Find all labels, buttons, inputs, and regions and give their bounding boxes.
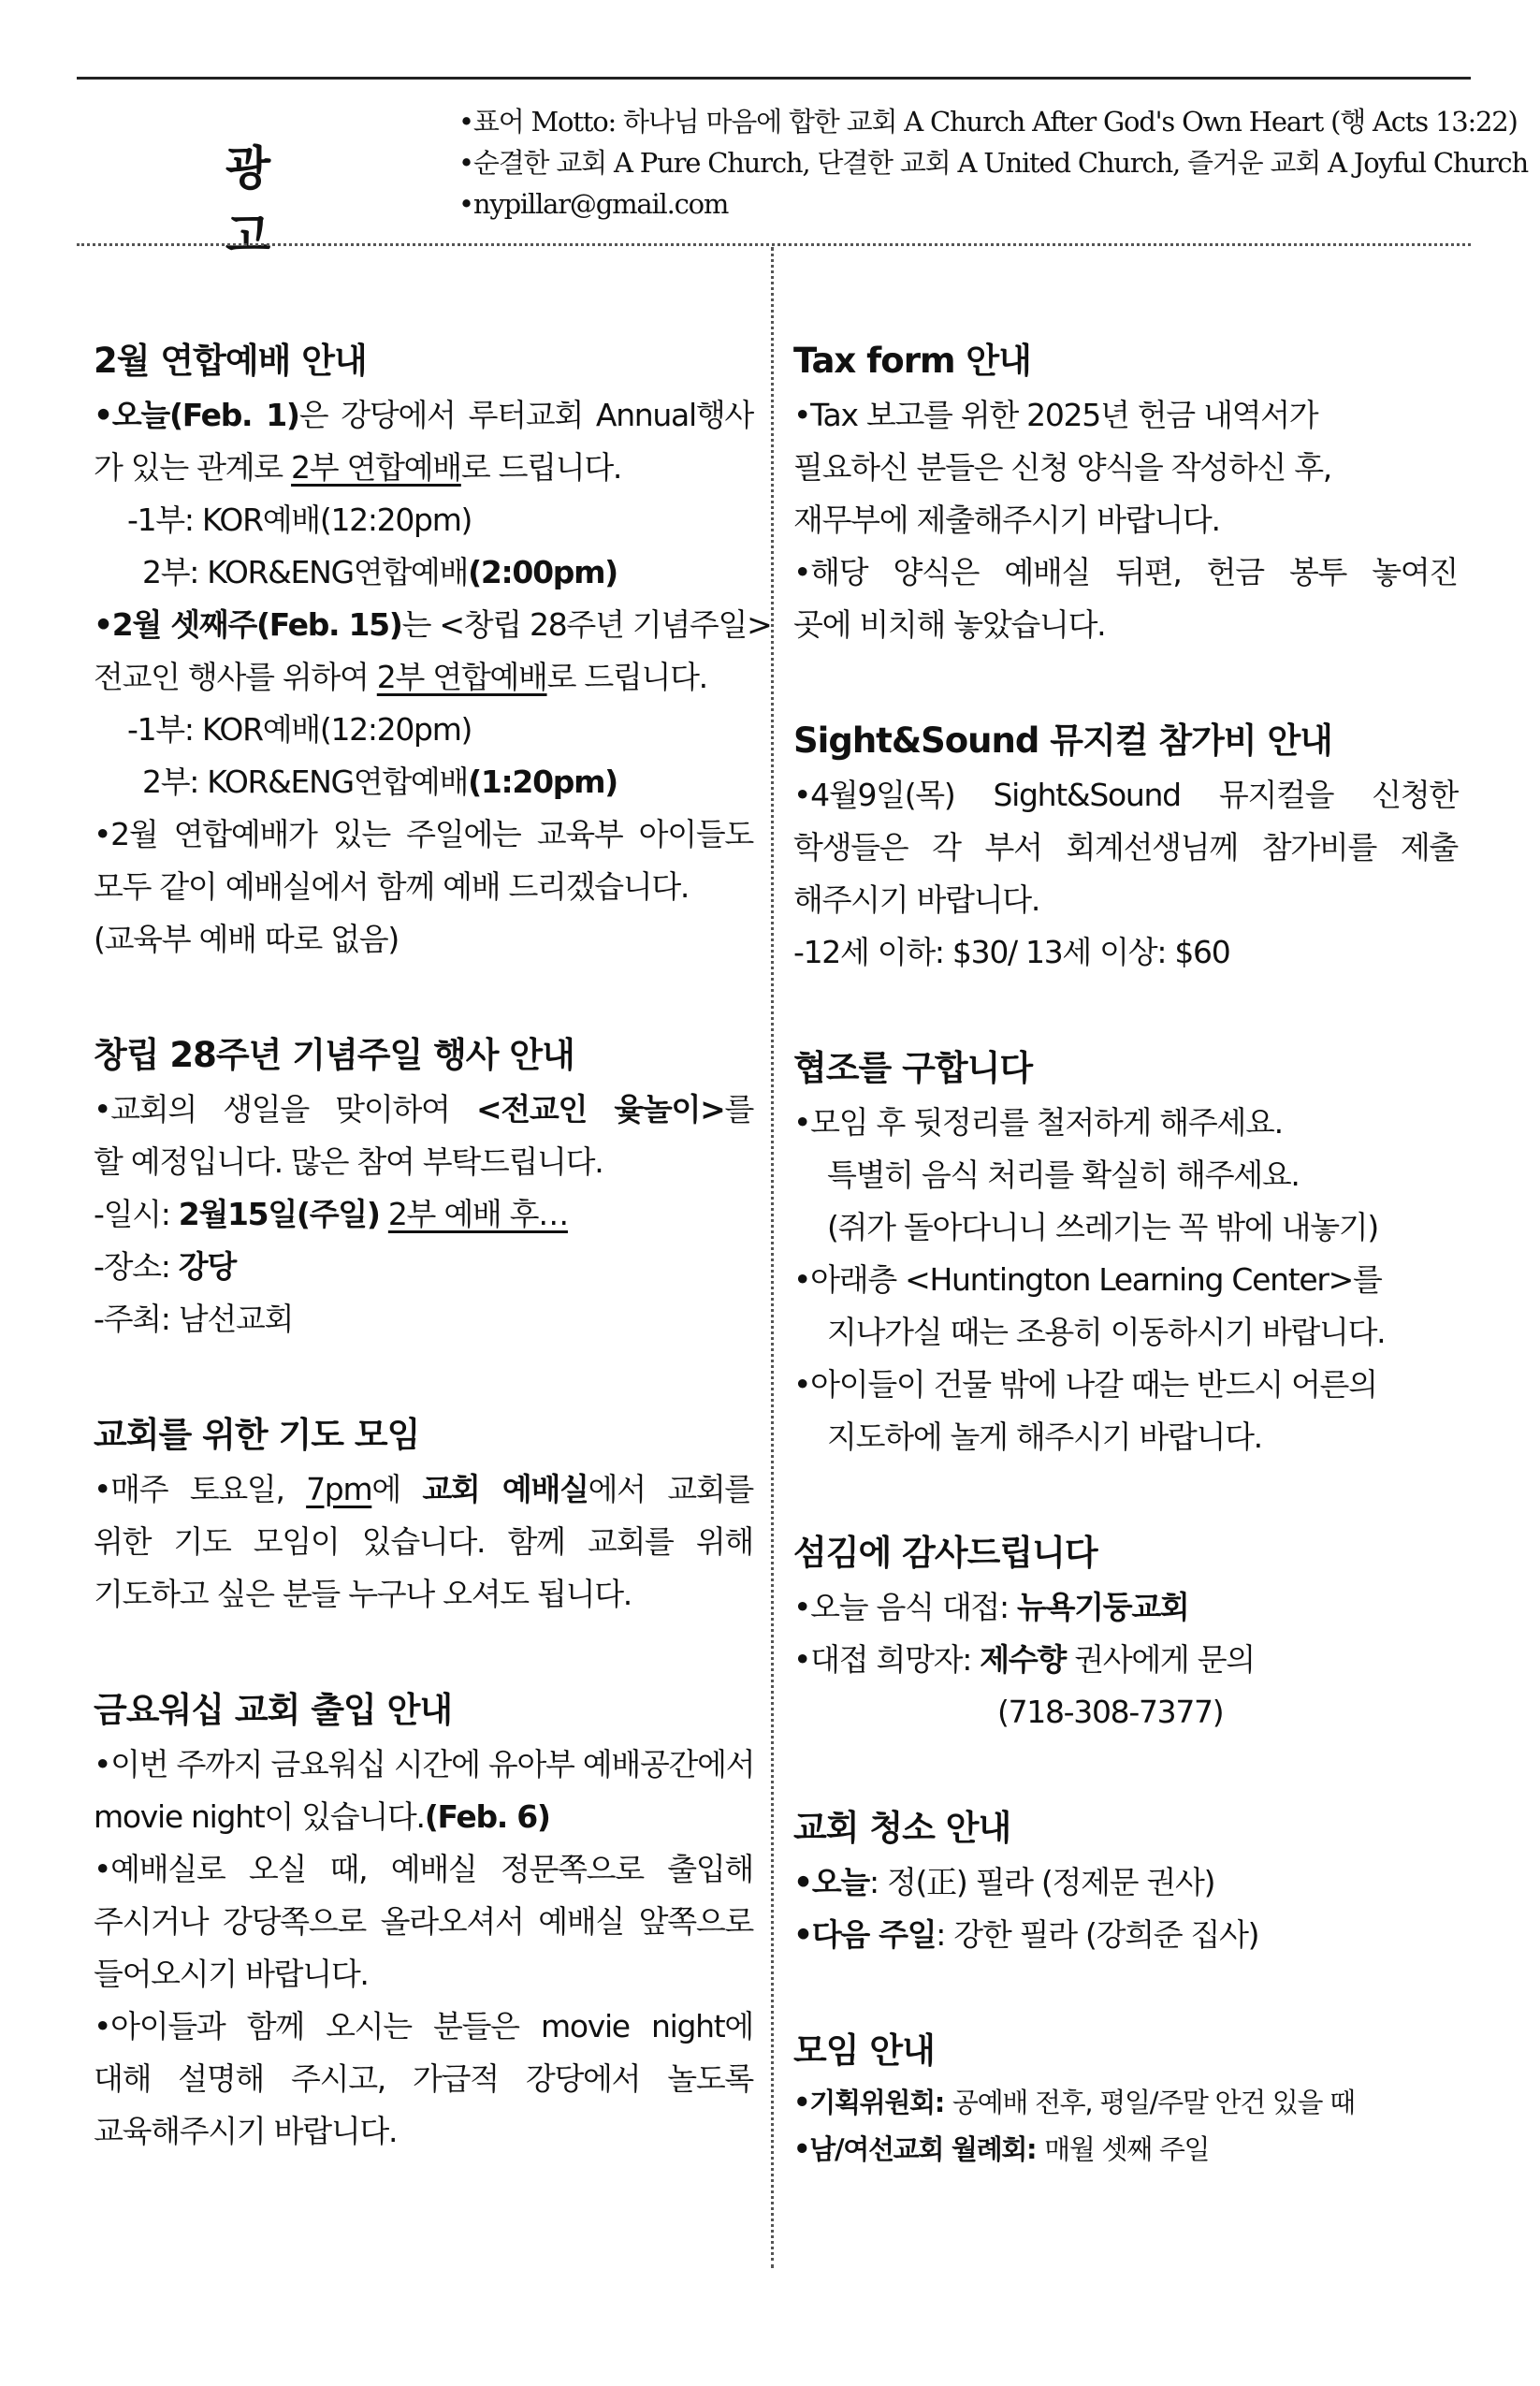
anniversary-event-section (94, 1031, 753, 1346)
section-title: 교회를 위한 기도 모임 (94, 1415, 420, 1455)
text-line: •아래층 <Huntington Learning Center>를 (793, 1261, 1382, 1298)
text-line: (교육부 예배 따로 없음) (94, 921, 399, 957)
header-notes (458, 101, 1528, 225)
text-line: 해주시기 바랍니다. (793, 881, 1040, 918)
friday-worship-section (94, 1686, 753, 2158)
cooperation-section (793, 1044, 1458, 1463)
top-rule (77, 77, 1471, 80)
text-line: 2부: KOR&ENG연합예배(1:20pm) (142, 764, 617, 800)
text-line: •아이들과 함께 오시는 분들은 movie night에 (94, 2008, 753, 2044)
section-title: 교회 청소 안내 (793, 1808, 1011, 1848)
joint-worship-section (94, 337, 772, 966)
text-line: (718-308-7377) (997, 1694, 1224, 1730)
text-line: •다음 주일: 강한 필라 (강희준 집사) (793, 1916, 1259, 1953)
text-line: •2월 셋째주(Feb. 15)는 <창립 28주년 기념주일> (94, 606, 772, 643)
text-line: •남/여선교회 월례회: 매월 셋째 주일 (793, 2133, 1210, 2165)
cleaning-section (793, 1804, 1458, 1961)
text-line: •2월 연합예배가 있는 주일에는 교육부 아이들도 (94, 816, 753, 852)
section-title: 창립 28주년 기념주일 행사 안내 (94, 1035, 574, 1075)
text-line: 전교인 행사를 위하여 2부 연합예배로 드립니다. (94, 659, 707, 695)
text-line: 가 있는 관계로 2부 연합예배로 드립니다. (94, 449, 622, 486)
musical-fee-section (793, 717, 1458, 979)
column-divider (771, 247, 774, 2268)
section-title: 금요워십 교회 출입 안내 (94, 1690, 453, 1730)
text-line: •이번 주까지 금요워십 시간에 유아부 예배공간에서 (94, 1746, 755, 1782)
text-line: 재무부에 제출해주시기 바랍니다. (793, 502, 1220, 538)
text-line: 모두 같이 예배실에서 함께 예배 드리겠습니다. (94, 868, 690, 905)
text-line: 지나가실 때는 조용히 이동하시기 바랍니다. (827, 1314, 1386, 1350)
meetings-section (793, 2027, 1458, 2173)
text-line: •Tax 보고를 위한 2025년 헌금 내역서가 (793, 397, 1318, 433)
section-title: 섬김에 감사드립니다 (793, 1533, 1097, 1573)
section-title: Sight&Sound 뮤지컬 참가비 안내 (793, 720, 1332, 761)
text-line: -12세 이하: $30/ 13세 이상: $60 (793, 934, 1230, 970)
text-line: •오늘(Feb. 1)은 강당에서 루터교회 Annual행사 (94, 397, 753, 433)
text-line: 학생들은 각 부서 회계선생님께 참가비를 제출 (793, 829, 1458, 866)
text-line: 필요하신 분들은 신청 양식을 작성하신 후, (793, 449, 1331, 486)
text-line: •4월9일(목) Sight&Sound 뮤지컬을 신청한 (793, 777, 1458, 813)
text-line: •예배실로 오실 때, 예배실 정문쪽으로 출입해 (94, 1851, 753, 1887)
text-line: •매주 토요일, 7pm에 교회 예배실에서 교회를 (94, 1471, 753, 1507)
text-line: 할 예정입니다. 많은 참여 부탁드립니다. (94, 1143, 603, 1180)
text-line: -주최: 남선교회 (94, 1301, 294, 1337)
text-line: movie night이 있습니다.(Feb. 6) (94, 1798, 550, 1835)
tax-form-section (793, 337, 1458, 651)
text-line: -1부: KOR예배(12:20pm) (127, 502, 472, 538)
page-title: 광 고 (225, 141, 299, 263)
text-line: 교육해주시기 바랍니다. (94, 2113, 398, 2149)
text-line: (쥐가 돌아다니니 쓰레기는 꼭 밖에 내놓기) (827, 1209, 1378, 1245)
text-line: •오늘: 정(正) 필라 (정제문 권사) (793, 1864, 1215, 1900)
left-column (94, 337, 772, 2223)
section-title: 2월 연합예배 안내 (94, 341, 367, 381)
header-divider (77, 243, 1471, 246)
text-line: -일시: 2월15일(주일) 2부 예배 후… (94, 1196, 568, 1232)
motto-note: •표어 Motto: 하나님 마음에 합한 교회 A Church After God's Own Heart (행 Acts 13:22) (458, 106, 1518, 138)
text-line: 2부: KOR&ENG연합예배(2:00pm) (142, 554, 617, 590)
text-line: 주시거나 강당쪽으로 올라오셔서 예배실 앞쪽으로 (94, 1903, 753, 1940)
text-line: 특별히 음식 처리를 확실히 해주세요. (827, 1157, 1300, 1193)
text-line: 대해 설명해 주시고, 가급적 강당에서 놀도록 (94, 2060, 753, 2097)
text-line: •아이들이 건물 밖에 나갈 때는 반드시 어른의 (793, 1366, 1377, 1403)
text-line: 곳에 비치해 놓았습니다. (793, 606, 1106, 643)
text-line: 들어오시기 바랍니다. (94, 1956, 369, 1992)
text-line: •대접 희망자: 제수향 권사에게 문의 (793, 1641, 1255, 1678)
section-title: Tax form 안내 (793, 341, 1031, 381)
service-thanks-section (793, 1529, 1458, 1739)
email-note: •nypillar@gmail.com (458, 188, 729, 220)
text-line: -1부: KOR예배(12:20pm) (127, 711, 472, 748)
text-line: 기도하고 싶은 분들 누구나 오셔도 됩니다. (94, 1576, 632, 1612)
text-line: •교회의 생일을 맞이하여 <전교인 윷놀이>를 (94, 1091, 754, 1128)
church-values-note: •순결한 교회 A Pure Church, 단결한 교회 A United Church, 즐거운 교회 A Joyful Church (458, 147, 1528, 179)
text-line: •모임 후 뒷정리를 철저하게 해주세요. (793, 1104, 1283, 1141)
right-column (793, 337, 1458, 2238)
text-line: 위한 기도 모임이 있습니다. 함께 교회를 위해 (94, 1523, 753, 1560)
text-line: -장소: 강당 (94, 1248, 236, 1285)
text-line: •기획위원회: 공예배 전후, 평일/주말 안건 있을 때 (793, 2087, 1355, 2118)
section-title: 협조를 구합니다 (793, 1048, 1033, 1088)
text-line: •오늘 음식 대접: 뉴욕기둥교회 (793, 1589, 1189, 1625)
text-line: •해당 양식은 예배실 뒤편, 헌금 봉투 놓여진 (793, 554, 1458, 590)
text-line: 지도하에 놀게 해주시기 바랍니다. (827, 1419, 1262, 1455)
prayer-meeting-section (94, 1411, 753, 1621)
section-title: 모임 안내 (793, 2030, 935, 2071)
